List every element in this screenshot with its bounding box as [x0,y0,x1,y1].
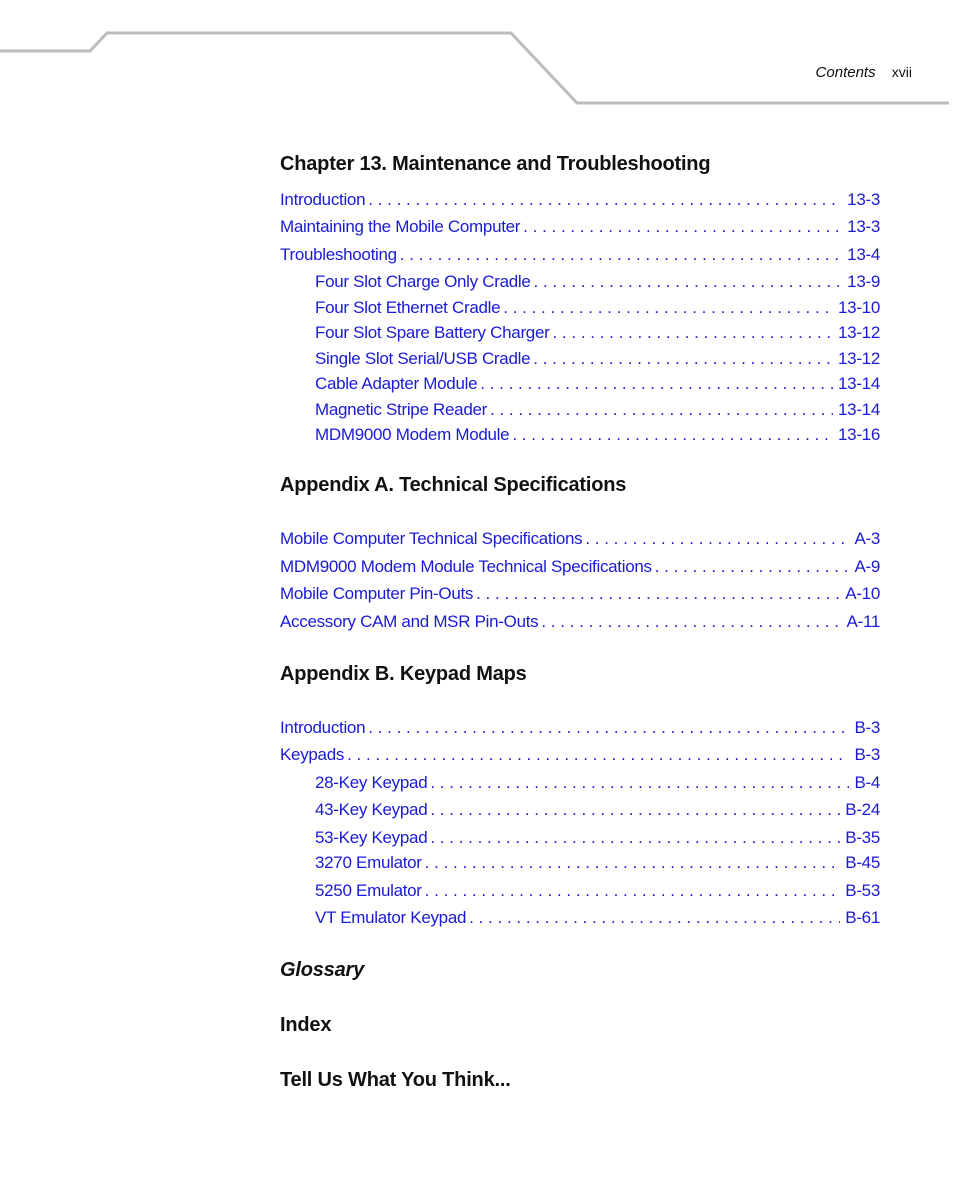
toc-entry-title: 28-Key Keypad [315,773,428,792]
toc-entry-title: Mobile Computer Technical Specifications [280,529,583,548]
toc-entry-title: Mobile Computer Pin-Outs [280,584,474,603]
toc-entry-title: 3270 Emulator [315,853,422,872]
toc-entry-page: A-9 [854,557,880,576]
toc-entry-title: Four Slot Spare Battery Charger [315,323,550,342]
toc-entry-page: B-3 [854,745,880,764]
glossary-heading: Glossary [280,959,365,981]
toc-entry-title: MDM9000 Modem Module Technical Specifications [280,557,652,576]
running-head [816,64,912,81]
appendix-b-heading: Appendix B. Keypad Maps [280,663,527,685]
toc-entry-page: 13-12 [838,323,880,342]
toc-entry-page: B-35 [845,828,880,847]
toc-subentry[interactable] [315,399,880,421]
toc-entry-page: 13-10 [838,298,880,317]
toc-entry-page: 13-12 [838,349,880,368]
toc-entry-title: Introduction [280,718,366,737]
toc-entry[interactable] [280,528,880,550]
header-rule [0,0,954,120]
toc-entry-page: A-10 [845,584,880,603]
toc-entry-page: 13-3 [847,217,880,236]
toc-entry[interactable] [280,556,880,578]
toc-subentry[interactable] [315,799,880,821]
toc-entry-page: B-24 [845,800,880,819]
toc-subentry[interactable] [315,852,880,874]
toc-entry-title: Troubleshooting [280,245,397,264]
index-heading: Index [280,1014,332,1036]
toc-entry-title: Maintaining the Mobile Computer [280,217,521,236]
toc-entry-title: 43-Key Keypad [315,800,428,819]
toc-entry[interactable] [280,611,880,633]
toc-subentry[interactable] [315,322,880,344]
appendix-a-heading: Appendix A. Technical Specifications [280,474,627,496]
toc-entry[interactable] [280,189,880,211]
toc-entry-page: 13-3 [847,190,880,209]
toc-subentry[interactable] [315,271,880,293]
toc-entry-title: Single Slot Serial/USB Cradle [315,349,531,368]
toc-entry-page: B-4 [854,773,880,792]
toc-entry-page: B-61 [845,908,880,927]
toc-entry-page: A-11 [846,612,880,631]
toc-entry-title: Introduction [280,190,366,209]
running-head-section: Contents [815,64,876,81]
chapter-13-heading: Chapter 13. Maintenance and Troubleshooting [280,153,711,175]
toc-entry-title: 5250 Emulator [315,881,422,900]
running-head-page-number: xvii [891,64,912,80]
toc-subentry[interactable] [315,907,880,929]
toc-entry-page: 13-9 [847,272,880,291]
toc-entry-title: Four Slot Ethernet Cradle [315,298,501,317]
toc-entry-title: Keypads [280,745,345,764]
toc-entry-page: B-3 [854,718,880,737]
toc-entry-page: B-53 [845,881,880,900]
toc-subentry[interactable] [315,772,880,794]
toc-subentry[interactable] [315,880,880,902]
toc-entry[interactable] [280,744,880,766]
toc-entry[interactable] [280,216,880,238]
toc-entry-page: 13-4 [847,245,880,264]
toc-entry-title: Magnetic Stripe Reader [315,400,487,419]
toc-entry[interactable] [280,583,880,605]
toc-subentry[interactable] [315,373,880,395]
toc-entry[interactable] [280,244,880,266]
toc-subentry[interactable] [315,297,880,319]
toc-subentry[interactable] [315,424,880,446]
toc-entry-title: Cable Adapter Module [315,374,478,393]
toc-entry-page: 13-16 [838,425,880,444]
toc-entry-page: A-3 [854,529,880,548]
toc-entry-title: Four Slot Charge Only Cradle [315,272,531,291]
toc-entry-page: B-45 [845,853,880,872]
toc-entry[interactable] [280,717,880,739]
toc-subentry[interactable] [315,827,880,849]
toc-entry-title: MDM9000 Modem Module [315,425,510,444]
toc-entry-page: 13-14 [838,400,880,419]
toc-subentry[interactable] [315,348,880,370]
toc-entry-title: 53-Key Keypad [315,828,428,847]
feedback-heading: Tell Us What You Think... [280,1069,511,1091]
toc-entry-page: 13-14 [838,374,880,393]
toc-entry-title: Accessory CAM and MSR Pin-Outs [280,612,539,631]
toc-entry-title: VT Emulator Keypad [315,908,467,927]
